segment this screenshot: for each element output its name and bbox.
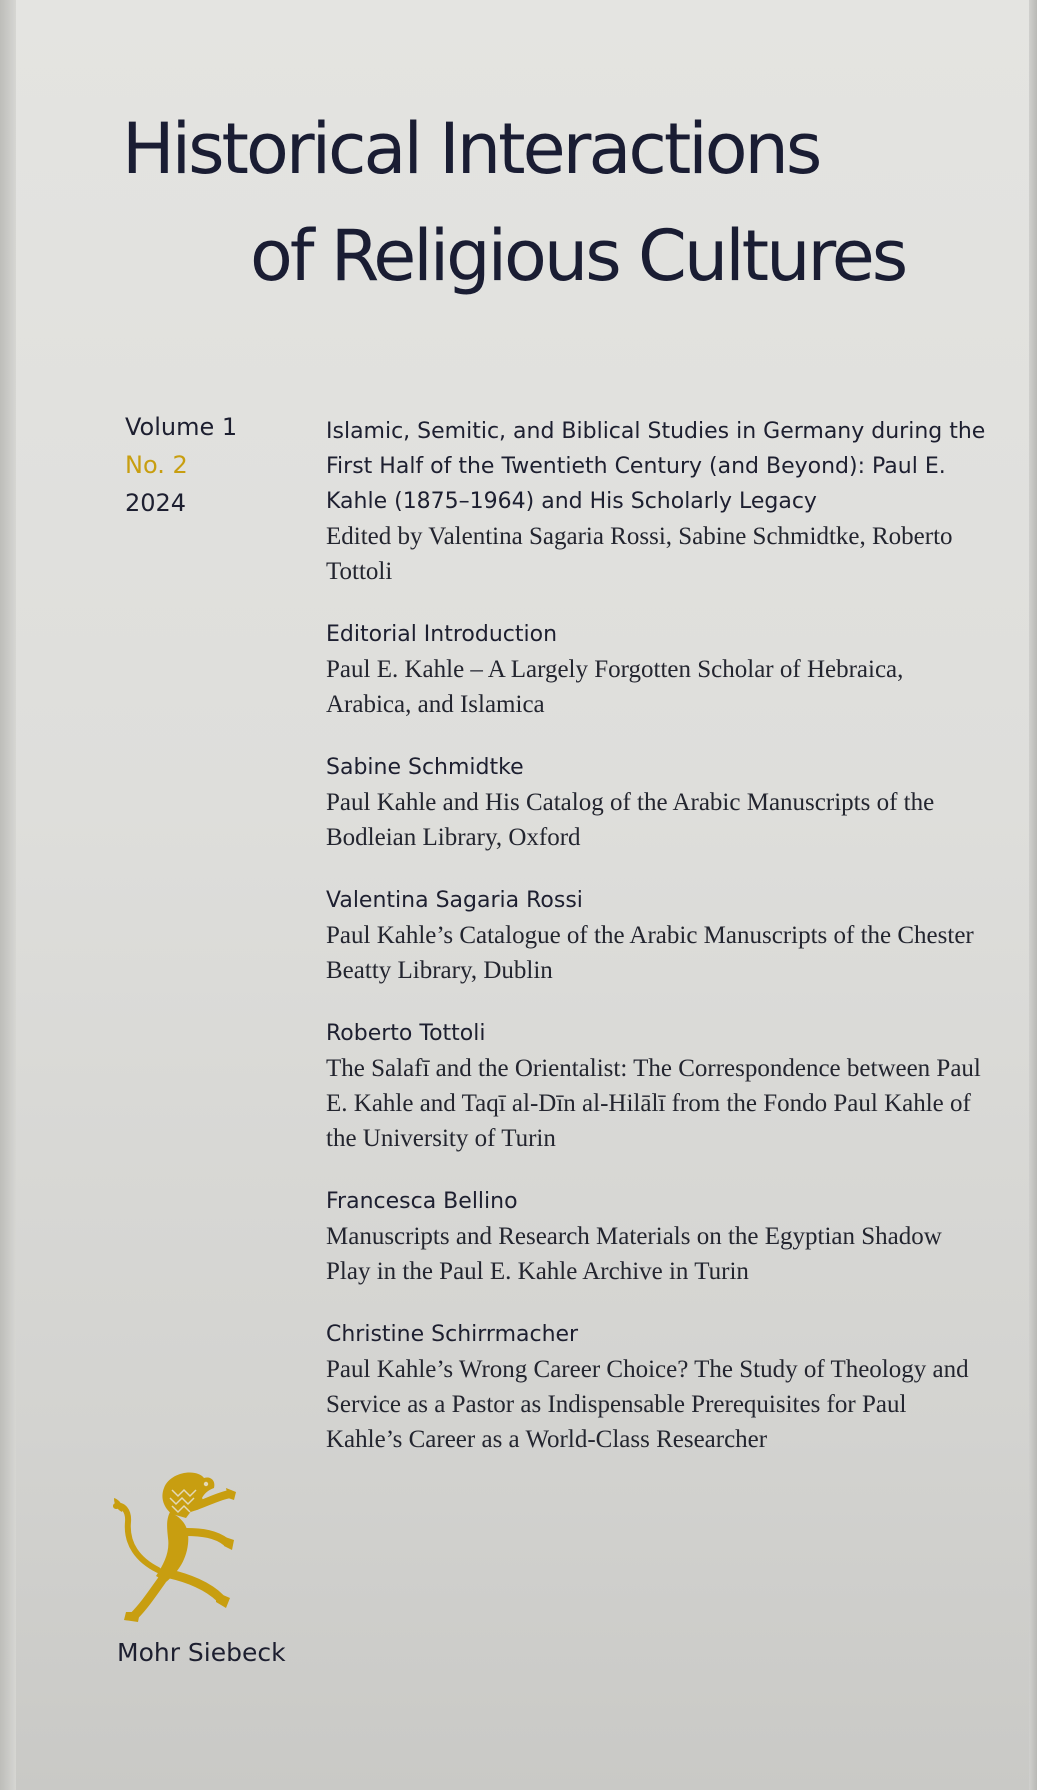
entry-title: Paul E. Kahle – A Largely Forgotten Scholar of Hebraica, Arabica, and Islamica bbox=[326, 656, 904, 718]
series-title-line-2: of Religious Cultures bbox=[250, 215, 906, 297]
contents-entry bbox=[326, 1317, 986, 1457]
entry-title: Paul Kahle’s Wrong Career Choice? The Study of Theology and Service as a Pastor as Indispensable Prerequisites for Paul Kahle’s Career as a World-Class Researcher bbox=[326, 1356, 969, 1453]
entry-author: Francesca Bellino bbox=[326, 1189, 518, 1214]
issue-editors: Edited by Valentina Sagaria Rossi, Sabine Schmidtke, Roberto Tottoli bbox=[326, 523, 953, 585]
entry-title: Paul Kahle’s Catalogue of the Arabic Manuscripts of the Chester Beatty Library, Dublin bbox=[326, 922, 974, 984]
entry-title: Manuscripts and Research Materials on the Egyptian Shadow Play in the Paul E. Kahle Archive in Turin bbox=[326, 1223, 942, 1285]
entry-title: The Salafī and the Orientalist: The Correspondence between Paul E. Kahle and Taqī al-Dīn al-Hilālī from the Fondo Paul Kahle of the University of Turin bbox=[326, 1055, 981, 1152]
main-topic bbox=[326, 414, 986, 589]
contents-entry bbox=[326, 617, 986, 722]
entry-title: Paul Kahle and His Catalog of the Arabic Manuscripts of the Bodleian Library, Oxford bbox=[326, 789, 935, 851]
series-title bbox=[122, 96, 1002, 310]
issue-year: 2024 bbox=[125, 489, 187, 517]
table-of-contents bbox=[326, 414, 986, 1485]
contents-entry bbox=[326, 1184, 986, 1289]
entry-author: Sabine Schmidtke bbox=[326, 755, 524, 780]
cover-right-edge bbox=[1029, 0, 1037, 1790]
issue-info bbox=[125, 408, 237, 522]
cover-left-edge bbox=[0, 0, 16, 1790]
entry-author: Roberto Tottoli bbox=[326, 1021, 486, 1046]
contents-entry bbox=[326, 1016, 986, 1156]
volume-label: Volume 1 bbox=[125, 413, 238, 441]
entry-author: Valentina Sagaria Rossi bbox=[326, 888, 583, 913]
issue-topic-title: Islamic, Semitic, and Biblical Studies in Germany during the First Half of the Twentieth Century (and Beyond): Paul E. Kahle (1875–1964) and His Scholarly Legacy bbox=[326, 419, 986, 514]
issue-number: No. 2 bbox=[125, 451, 188, 479]
contents-entry bbox=[326, 750, 986, 855]
entry-author: Editorial Introduction bbox=[326, 622, 558, 647]
lion-rampant-icon bbox=[112, 1466, 248, 1626]
contents-entry bbox=[326, 883, 986, 988]
series-title-line-1: Historical Interactions bbox=[122, 108, 820, 190]
publisher-name: Mohr Siebeck bbox=[117, 1638, 286, 1667]
entry-author: Christine Schirrmacher bbox=[326, 1322, 579, 1347]
